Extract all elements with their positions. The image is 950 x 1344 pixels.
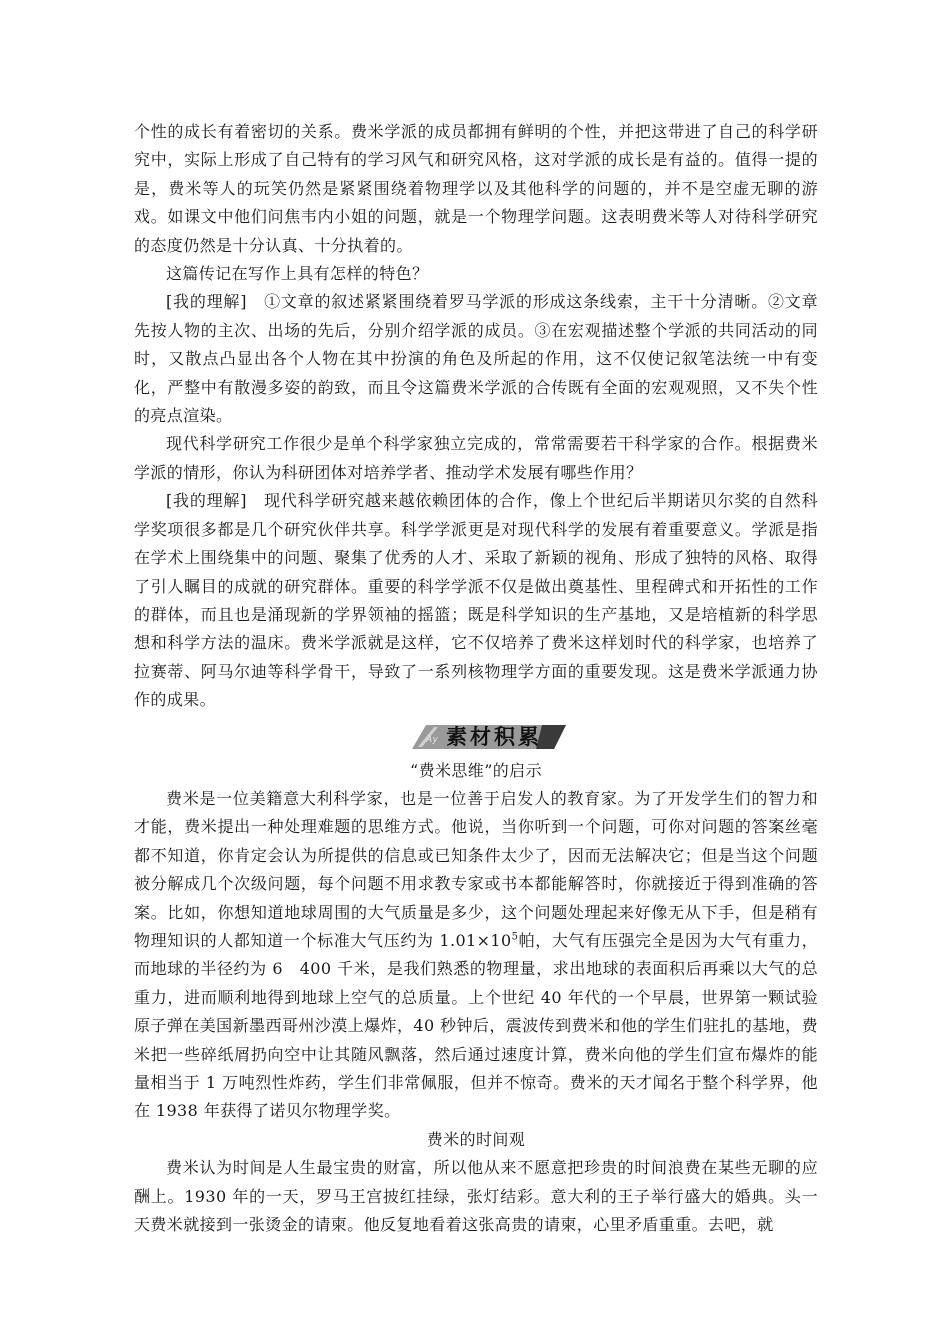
story-1-title: “费米思维”的启示 bbox=[410, 760, 542, 780]
answer-1-label: [我的理解] bbox=[166, 292, 247, 312]
story-2-title: 费米的时间观 bbox=[426, 1129, 526, 1149]
svg-text:Ay: Ay bbox=[426, 734, 439, 745]
story-1-text-part2: 帕，大气有压强完全是因为大气有重力，而地球的半径约为 6 400 千米，是我们熟悉的物理量，求出地球的表面积后再乘以大气的总重力，进而顺利地得到地球上空气的总质量。上个世纪 40 年代的一个早晨，世界第一颗试验原子弹在美国新墨西哥州沙漠上爆炸，40 秒钟后，震波传到费米和他的学生们驻扎的基地，费米把一些碎纸屑扔向空中让其随风飘落，然后通过速度计算，费米向他的学生们宣布爆炸的能量相当于 1 万吨烈性炸药，学生们非常佩服，但并不惊奇。费米的天才闻名于整个科学界，他在 1938 年获得了诺贝尔物理学奖。 bbox=[134, 930, 818, 1121]
answer-1-text: ①文章的叙述紧紧围绕着罗马学派的形成这条线索，主干十分清晰。②文章先按人物的主次、出场的先后，分别介绍学派的成员。③在宏观描述整个学派的共同活动的同时，又散点凸显出各个人物在其中扮演的角色及所起的作用，这不仅使记叙笔法统一中有变化，严整中有散漫多姿的韵致，而且令这篇费米学派的合传既有全面的宏观观照，又不失个性的亮点渲染。 bbox=[134, 292, 818, 426]
answer-2-text: 现代科学研究越来越依赖团体的合作，像上个世纪后半期诺贝尔奖的自然科学奖项很多都是几个研究伙伴共享。科学学派更是对现代科学的发展有着重要意义。学派是指在学术上围绕集中的问题、聚集了优秀的人才、采取了新颖的视角、形成了独特的风格、取得了引人瞩目的成就的研究群体。重要的科学学派不仅是做出奠基性、里程碑式和开拓性的工作的群体，而且也是涌现新的学界领袖的摇篮；既是科学知识的生产基地，又是培植新的科学思想和科学方法的温床。费米学派就是这样，它不仅培养了费米这样划时代的科学家，也培养了拉赛蒂、阿马尔迪等科学骨干，导致了一系列核物理学方面的重要发现。这是费米学派通力协作的成果。 bbox=[134, 491, 818, 710]
answer-2 bbox=[134, 487, 818, 714]
story-2-body: 费米认为时间是人生最宝贵的财富，所以他从来不愿意把珍贵的时间浪费在某些无聊的应酬上。1930 年的一天，罗马王宫披红挂绿，张灯结彩。意大利的王子举行盛大的婚典。头一天费米就接到一张烫金的请柬。他反复地看着这张高贵的请柬，心里矛盾重重。去吧，就 bbox=[134, 1158, 818, 1235]
document-page bbox=[134, 118, 818, 1239]
question-2: 现代科学研究工作很少是单个科学家独立完成的，常常需要若干科学家的合作。根据费米学派的情形，你认为科研团体对培养学者、推动学术发展有哪些作用？ bbox=[134, 434, 818, 482]
banner-box bbox=[412, 723, 566, 751]
banner-title: 素材积累 bbox=[446, 724, 542, 749]
answer-1 bbox=[134, 288, 818, 430]
question-1: 这篇传记在写作上具有怎样的特色？ bbox=[166, 264, 429, 284]
answer-2-label: [我的理解] bbox=[166, 491, 247, 511]
story-1-text-part1: 费米是一位美籍意大利科学家，也是一位善于启发人的教育家。为了开发学生们的智力和才能，费米提出一种处理难题的思维方式。他说，当你听到一个问题，可你对问题的答案丝毫都不知道，你肯定会认为所提供的信息或已知条件太少了，因而无法解决它；但是当这个问题被分解成几个次级问题，每个问题不用求教专家或书本都能解答时，你就接近于得到准确的答案。比如，你想知道地球周围的大气质量是多少，这个问题处理起来好像无从下手，但是稍有物理知识的人都知道一个标准大气压约为 1.01×10 bbox=[134, 788, 818, 950]
paragraph-continuation: 个性的成长有着密切的关系。费米学派的成员都拥有鲜明的个性，并把这带进了自己的科学研究中，实际上形成了自己特有的学习风气和研究风格，这对学派的成长是有益的。值得一提的是，费米等人的玩笑仍然是紧紧围绕着物理学以及其他科学的问题的，并不是空虚无聊的游戏。如课文中他们问焦韦内小姐的问题，就是一个物理学问题。这表明费米等人对待科学研究的态度仍然是十分认真、十分执着的。 bbox=[134, 122, 818, 255]
exponent: 5 bbox=[511, 931, 519, 943]
section-banner bbox=[134, 717, 818, 757]
story-1-body bbox=[134, 785, 818, 1126]
